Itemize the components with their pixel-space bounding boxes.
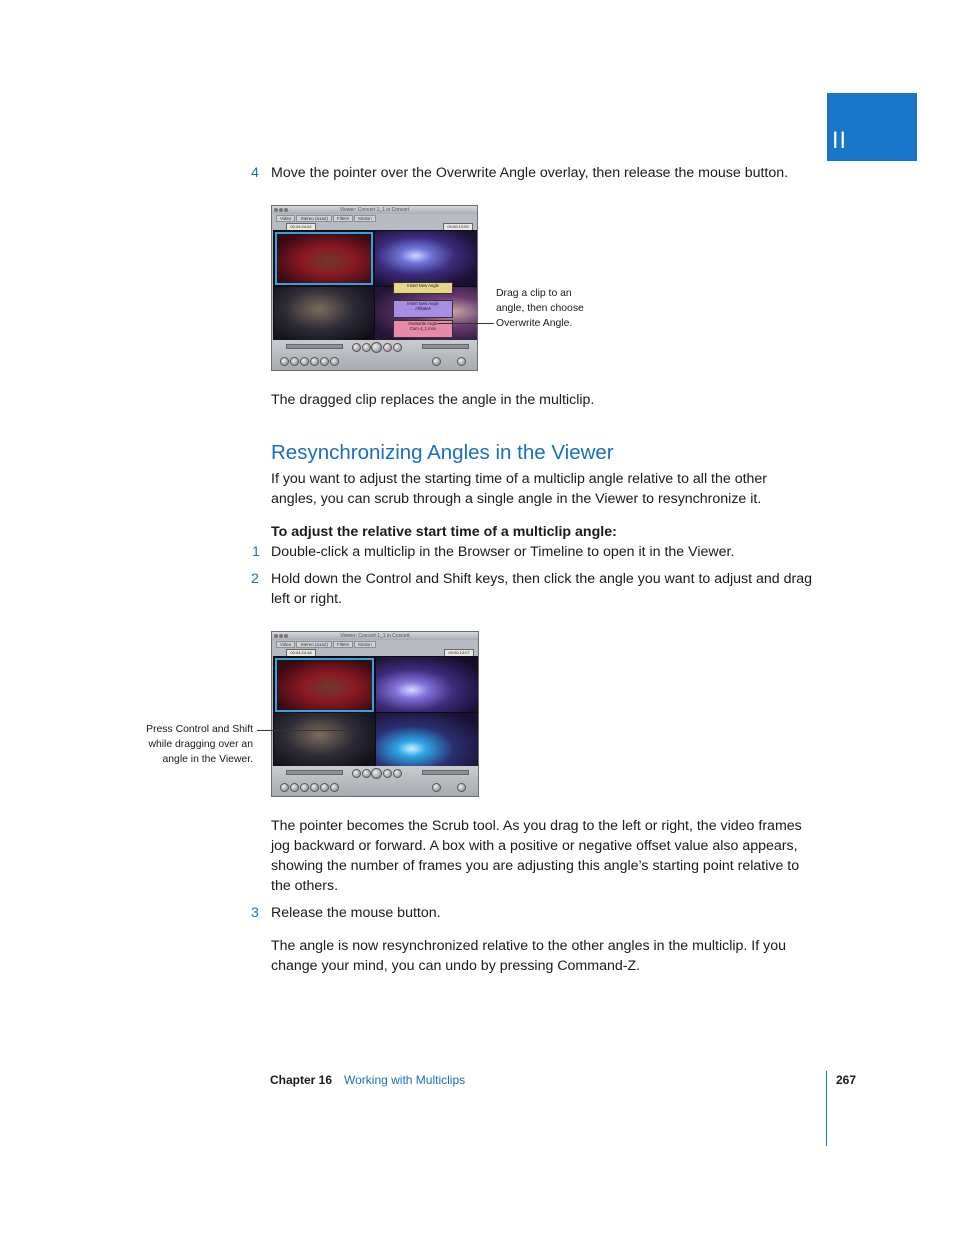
callout-leader-line [257,730,353,731]
play-in-out-icon [362,343,371,352]
callout-line: Press Control and Shift [146,724,253,735]
step-number: 2 [251,571,259,587]
insert-new-angle-affiliates-overlay [393,300,453,318]
figure-1-caption: The dragged clip replaces the angle in the multiclip. [271,392,595,408]
viewer-title: Viewer: Concert 1_1 in Concert [272,632,478,640]
button-6-icon [330,783,339,792]
tab-motion: Motion [354,641,376,648]
button-6-icon [330,357,339,366]
multiclip-grid [273,656,478,768]
callout-line: Drag a clip to an [496,288,572,299]
overwrite-overlay-clip: Cam 4_1.mov [409,326,437,331]
match-frame-icon [432,357,441,366]
angle-1-frame [275,232,373,285]
button-2-icon [290,357,299,366]
figure-2-callout [120,722,253,767]
button-4-icon [310,783,319,792]
angle-3-frame [274,287,374,342]
callout-line: Overwrite Angle. [496,318,573,329]
paragraph-line: The angle is now resynchronized relative to the other angles in the multiclip. If you [271,938,786,954]
paragraph-line: angles, you can scrub through a single angle in the Viewer to resynchronize it. [271,491,762,507]
insert-new-angle-overlay [393,282,453,294]
procedure-title: To adjust the relative start time of a multiclip angle: [271,524,617,540]
tab-filters: Filters [333,215,353,222]
paragraph-line: If you want to adjust the starting time of a multiclip angle relative to all the other [271,471,768,487]
final-paragraph [271,936,786,976]
angle-2-frame [376,657,478,712]
play-around-icon [383,343,392,352]
affiliates-overlay-line1: Insert New Angle [407,301,439,306]
tab-filters: Filters [333,641,353,648]
step-number: 3 [251,905,259,921]
play-icon [371,342,382,353]
tab-stereo: Stereo (a1a2) [296,215,332,222]
jog-control [422,770,469,775]
play-around-icon [383,769,392,778]
viewer-tabs [276,215,376,222]
timecode-duration: 00:04:24:02 [286,223,316,231]
timecode-current: 00:00:13:09 [443,223,473,231]
paragraph-line: jog backward or forward. A box with a positive or negative offset value also appears, [271,838,798,854]
timecode-duration: 00:04:24:18 [286,649,316,657]
step-text: Double-click a multiclip in the Browser or Timeline to open it in the Viewer. [271,544,735,560]
prev-edit-icon [352,769,361,778]
viewer-screenshot [271,205,478,371]
viewer-title: Viewer: Concert 1_1 in Concert [272,206,477,214]
step-number: 4 [251,165,259,181]
paragraph-line: change your mind, you can undo by pressing Command-Z. [271,958,641,974]
button-1-icon [280,783,289,792]
step-number: 1 [252,544,260,560]
step-text: Move the pointer over the Overwrite Angle overlay, then release the mouse button. [271,165,789,181]
callout-line: angle, then choose [496,303,584,314]
figure-1-callout [496,286,584,331]
marker-icon [457,357,466,366]
affiliates-overlay-line2: Affiliates [415,306,431,311]
page-number: 267 [836,1073,857,1087]
viewer-screenshot [271,631,479,797]
tab-motion: Motion [354,215,376,222]
transport-controls [272,766,478,796]
button-3-icon [300,783,309,792]
step-text [271,569,812,609]
paragraph-line: the others. [271,878,339,894]
tab-stereo: Stereo (a1a2) [296,641,332,648]
footer-chapter: Chapter 16 [270,1073,333,1087]
paragraph-line: showing the number of frames you are adjusting this angle’s starting point relative to [271,858,800,874]
shuttle-slider [286,344,343,349]
step-line: Hold down the Control and Shift keys, then click the angle you want to adjust and drag [271,571,813,587]
next-edit-icon [393,343,402,352]
next-edit-icon [393,769,402,778]
button-3-icon [300,357,309,366]
angle-1-frame [275,658,374,712]
scrub-paragraph [271,816,802,896]
timecode-current: 00:00:13:07 [444,649,474,657]
section-tab-label: II [832,129,847,154]
footer-divider [826,1071,827,1146]
multiclip-grid [273,230,477,342]
angle-3-frame [274,713,375,768]
tab-video: Video [276,215,295,222]
shuttle-slider [286,770,343,775]
button-1-icon [280,357,289,366]
marker-icon [457,783,466,792]
angle-2-frame [375,231,477,286]
overwrite-overlay-label: Overwrite Angle [408,321,438,326]
play-in-out-icon [362,769,371,778]
prev-edit-icon [352,343,361,352]
section-heading: Resynchronizing Angles in the Viewer [271,441,614,464]
callout-line: while dragging over an [148,739,253,750]
button-5-icon [320,357,329,366]
callout-line: angle in the Viewer. [162,754,253,765]
jog-control [422,344,469,349]
tab-video: Video [276,641,295,648]
callout-leader-line [438,323,494,324]
angle-4-frame [376,713,478,768]
match-frame-icon [432,783,441,792]
button-4-icon [310,357,319,366]
play-icon [371,768,382,779]
intro-paragraph [271,469,767,509]
step-text: Release the mouse button. [271,905,441,921]
button-2-icon [290,783,299,792]
button-5-icon [320,783,329,792]
paragraph-line: The pointer becomes the Scrub tool. As you drag to the left or right, the video frames [271,818,802,834]
section-tab [827,93,917,161]
viewer-tabs [276,641,376,648]
step-line: left or right. [271,591,342,607]
insert-overlay-label: Insert New Angle [407,283,439,288]
transport-controls [272,340,477,370]
footer-chapter-title: Working with Multiclips [344,1073,466,1087]
